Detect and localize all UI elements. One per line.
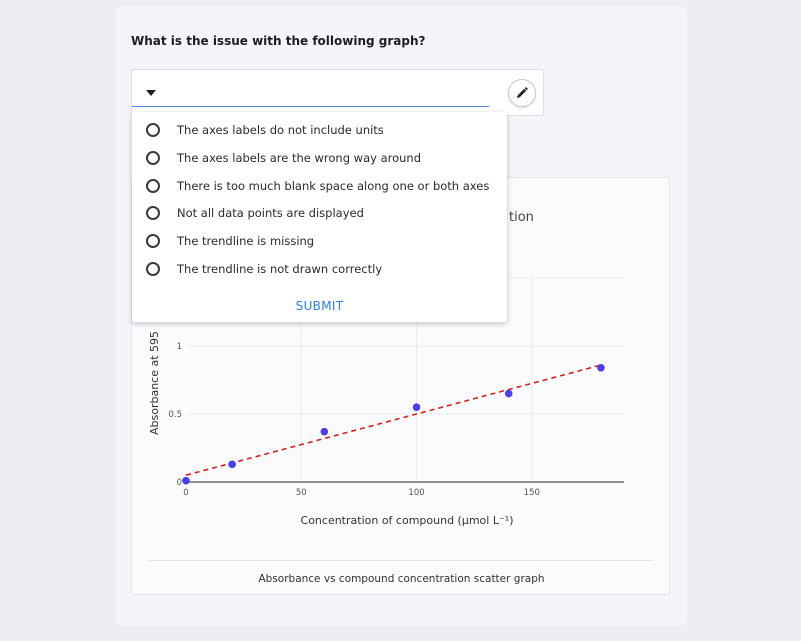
data-point	[597, 364, 605, 372]
caret-down-icon	[146, 90, 156, 96]
x-tick-label: 150	[523, 488, 540, 498]
answer-dropdown[interactable]	[132, 70, 489, 107]
submit-button[interactable]: SUBMIT	[295, 299, 344, 313]
option-label: The trendline is not drawn correctly	[177, 262, 383, 276]
option-axes-no-units[interactable]	[146, 120, 501, 144]
option-label: Not all data points are displayed	[177, 206, 364, 220]
x-tick-labels	[183, 488, 540, 498]
radio-icon[interactable]	[146, 179, 160, 193]
graph-title: tion	[509, 210, 534, 225]
option-label: There is too much blank space along one or both axes	[177, 179, 490, 193]
radio-icon[interactable]	[146, 234, 160, 248]
radio-icon[interactable]	[146, 123, 160, 137]
y-tick-labels	[168, 342, 182, 488]
data-point	[321, 428, 329, 436]
y-tick-label: 0.5	[168, 410, 182, 420]
option-blank-space[interactable]	[146, 176, 501, 200]
data-point	[228, 461, 236, 469]
option-points-missing[interactable]	[146, 203, 501, 227]
data-point	[505, 390, 513, 398]
data-points	[182, 364, 605, 484]
pencil-icon	[515, 86, 529, 100]
y-axis-title: Absorbance at 595	[148, 330, 161, 436]
x-tick-label: 100	[408, 488, 425, 498]
question-text: What is the issue with the following graph?	[131, 34, 426, 48]
answer-options-popover	[132, 112, 507, 322]
radio-icon[interactable]	[146, 262, 160, 276]
radio-icon[interactable]	[146, 151, 160, 165]
y-tick-label: 0	[176, 478, 182, 488]
option-trendline-missing[interactable]	[146, 231, 501, 255]
caption-divider	[148, 560, 653, 561]
graph-caption: Absorbance vs compound concentration scatter graph	[258, 573, 545, 585]
data-point	[182, 477, 190, 485]
option-label: The axes labels do not include units	[177, 123, 384, 137]
answer-field	[131, 69, 544, 116]
data-point	[413, 403, 421, 411]
x-axis-title: Concentration of compound (μmol L⁻¹)	[300, 514, 514, 527]
x-tick-label: 50	[295, 488, 307, 498]
option-trendline-incorrect[interactable]	[146, 259, 501, 283]
y-tick-label: 1	[176, 342, 182, 352]
trendline	[186, 365, 601, 475]
edit-button[interactable]	[508, 79, 536, 107]
option-label: The trendline is missing	[177, 234, 315, 248]
option-label: The axes labels are the wrong way around	[177, 151, 422, 165]
x-tick-label: 0	[183, 488, 189, 498]
option-axes-wrong-way[interactable]	[146, 148, 501, 172]
radio-icon[interactable]	[146, 206, 160, 220]
